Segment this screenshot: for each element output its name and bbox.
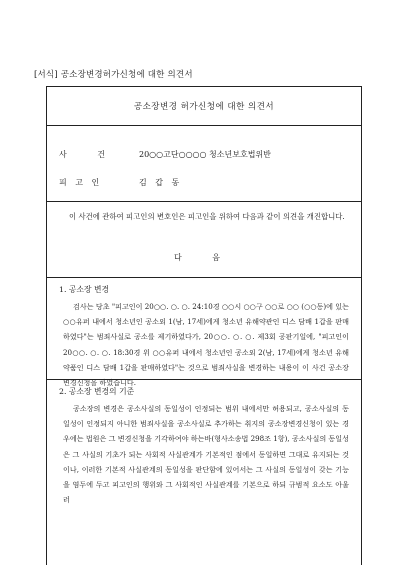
section-body: 공소장의 변경은 공소사실의 동일성이 인정되는 범위 내에서만 허용되고, 공소사실의 동일성이 인정되지 아니한 범죄사실을 공소사실로 추가하는 취지의 공소장변경신청이 있는 경우에는 법원은 그 변경신청을 기각하여야 하는바(형사소송법 298조 1항), 공소사실의 동일성은 그 사실의 기초가 되는 사회적 사실관계가 기본적인 점에서 동일하면 그대로 유지되는 것이나, 이러한 기본적 사실관계의 동일성을 판단함에 있어서는 그 사실의 동일성이 갖는 기능을 염두에 두고 피고인의 행위와 그 사회적인 사실관계를 기본으로 하되 규범적 요소도 아울러 [63, 404, 349, 505]
case-value: 20○○고단○○○○ 청소년보호법위반 [139, 150, 271, 159]
document-frame [46, 86, 362, 565]
form-label: [서식] 공소장변경허가신청에 대한 의견서 [34, 70, 193, 80]
section-1 [59, 283, 349, 390]
section-separator: 다 음 [174, 253, 234, 262]
section-body: 검사는 당초 "피고인이 20○○. ○. ○. 24:10경 ○○시 ○○구 ○○로 ○○ (○○동)에 있는 ○○유퍼 내에서 청소년인 공소외 1(남, 17세)에게 청소년 유해약관인 디스 담배 1갑을 판매하였다"는 범죄사실로 공소를 제기하였다가, 20○○. ○. ○. 제3회 공판기일에, "피고인이 20○○. ○. ○. 18:30경 위 ○○유퍼 내에서 청소년인 공소외 2(남, 17세)에게 청소년 유해약품인 디스 담배 1갑을 판매하였다"는 것으로 범죄사실을 변경하는 내용이 이 사건 공소장변경신청을 하였습니다. [63, 302, 349, 388]
section-heading: 1. 공소장 변경 [59, 285, 110, 294]
section-2 [59, 385, 349, 507]
divider [47, 379, 361, 380]
section-heading: 2. 공소장 변경의 기준 [59, 387, 135, 396]
document-title: 공소장변경 허가신청에 대한 의견서 [133, 102, 275, 112]
divider [47, 201, 361, 202]
defendant-value: 김 갑 동 [139, 178, 183, 187]
divider [47, 125, 361, 126]
divider [47, 277, 361, 278]
case-key: 사 건 [59, 150, 119, 159]
defendant-key: 피 고 인 [59, 178, 103, 187]
intro-paragraph: 이 사건에 관하여 피고인의 변호인은 피고인을 위하여 다음과 같이 의견을 개진합니다. [69, 212, 345, 221]
